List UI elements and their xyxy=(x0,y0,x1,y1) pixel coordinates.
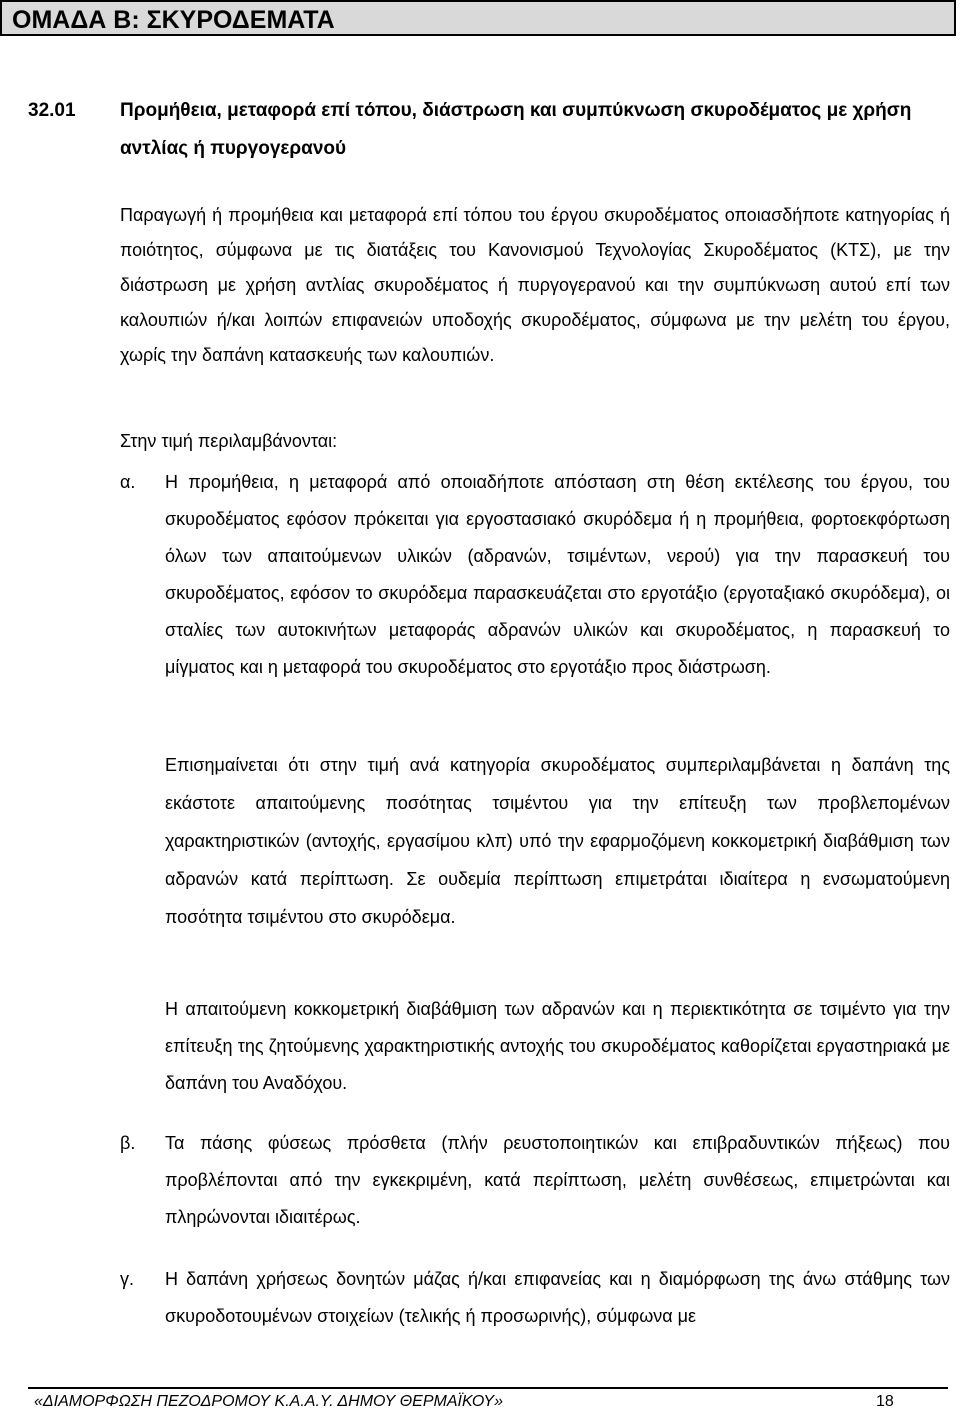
item-a-note-grading: Η απαιτούμενη κοκκομετρική διαβάθμιση των αδρανών και η περιεκτικότητα σε τσιμέντο για την επίτευξη της ζητούμενης χαρακτηριστικής αντοχής του σκυροδέματος καθορίζεται εργαστηριακά με δαπάνη του Αναδόχου. xyxy=(165,999,950,1093)
item-letter-a: α. xyxy=(120,472,136,492)
item-text-c: Η δαπάνη χρήσεως δονητών μάζας ή/και επιφανείας και η διαμόρφωση της άνω στάθμης των σκυροδοτουμένων στοιχείων (τελικής ή προσωρινής), σύμφωνα με xyxy=(165,1269,950,1326)
item-text-b: Τα πάσης φύσεως πρόσθετα (πλήν ρευστοποιητικών και επιβραδυντικών πήξεως) που προβλέπονται από την εγκεκριμένη, κατά περίπτωση, μελέτη συνθέσεως, επιμετρώνται και πληρώνονται ιδιαιτέρως. xyxy=(165,1133,950,1227)
footer-project-title: «ΔΙΑΜΟΡΦΩΣΗ ΠΕΖΟΔΡΟΜΟΥ Κ.Α.Α.Υ. ΔΗΜΟΥ ΘΕΡΜΑΪΚΟΥ» xyxy=(34,1393,503,1410)
page-footer xyxy=(28,1387,948,1413)
item-a-note-cement: Επισημαίνεται ότι στην τιμή ανά κατηγορία σκυροδέματος συμπεριλαμβάνεται η δαπάνη της εκάστοτε απαιτούμενης ποσότητας τσιμέντου για την επίτευξη των προβλεπομένων χαρακτηριστικών (αντοχής, εργασίμου κλπ) υπό την εφαρμοζόμενη κοκκομετρική διαβάθμιση των αδρανών κατά περίπτωση. Σε ουδεμία περίπτωση επιμετράται ιδιαίτερα η ενσωματούμενη ποσότητα τσιμέντου στο σκυρόδεμα. xyxy=(165,755,950,927)
item-letter-b: β. xyxy=(120,1133,136,1153)
item-text-a: Η προμήθεια, η μεταφορά από οποιαδήποτε απόσταση στη θέση εκτέλεσης του έργου, του σκυροδέματος εφόσον πρόκειται για εργοστασιακό σκυρόδεμα ή η προμήθεια, φορτοεκφόρτωση όλων των απαιτούμενων υλικών (αδρανών, τσιμέντων, νερού) για την παρασκευή του σκυροδέματος, εφόσον το σκυρόδεμα παρασκευάζεται στο εργοτάξιο (εργοταξιακό σκυρόδεμα), οι σταλίες των αυτοκινήτων μεταφοράς αδρανών υλικών και σκυροδέματος, η παρασκευή το μίγματος και η μεταφορά του σκυροδέματος στο εργοτάξιο προς διάστρωση. xyxy=(165,472,950,677)
group-header-title: ΟΜΑΔΑ Β: ΣΚΥΡΟΔΕΜΑΤΑ xyxy=(12,6,335,34)
item-letter-c: γ. xyxy=(120,1269,135,1289)
includes-label: Στην τιμή περιλαμβάνονται: xyxy=(120,431,338,451)
intro-paragraph: Παραγωγή ή προμήθεια και μεταφορά επί τόπου του έργου σκυροδέματος οποιασδήποτε κατηγορίας ή ποιότητος, σύμφωνα με τις διατάξεις του Κανονισμού Τεχνολογίας Σκυροδέματος (ΚΤΣ), με την διάστρωση με χρήση αντλίας σκυροδέματος ή πυργογερανού και την συμπύκνωση αυτού επί των καλουπιών ή/και λοιπών επιφανειών υποδοχής σκυροδέματος, σύμφωνα με την μελέτη του έργου, χωρίς την δαπάνη κατασκευής των καλουπιών. xyxy=(120,205,950,365)
article-title: Προμήθεια, μεταφορά επί τόπου, διάστρωση και συμπύκνωση σκυροδέματος με χρήση αντλίας ή πυργογερανού xyxy=(120,100,912,159)
article-code: 32.01 xyxy=(28,100,76,121)
page-number: 18 xyxy=(876,1393,894,1410)
group-header xyxy=(0,0,956,36)
